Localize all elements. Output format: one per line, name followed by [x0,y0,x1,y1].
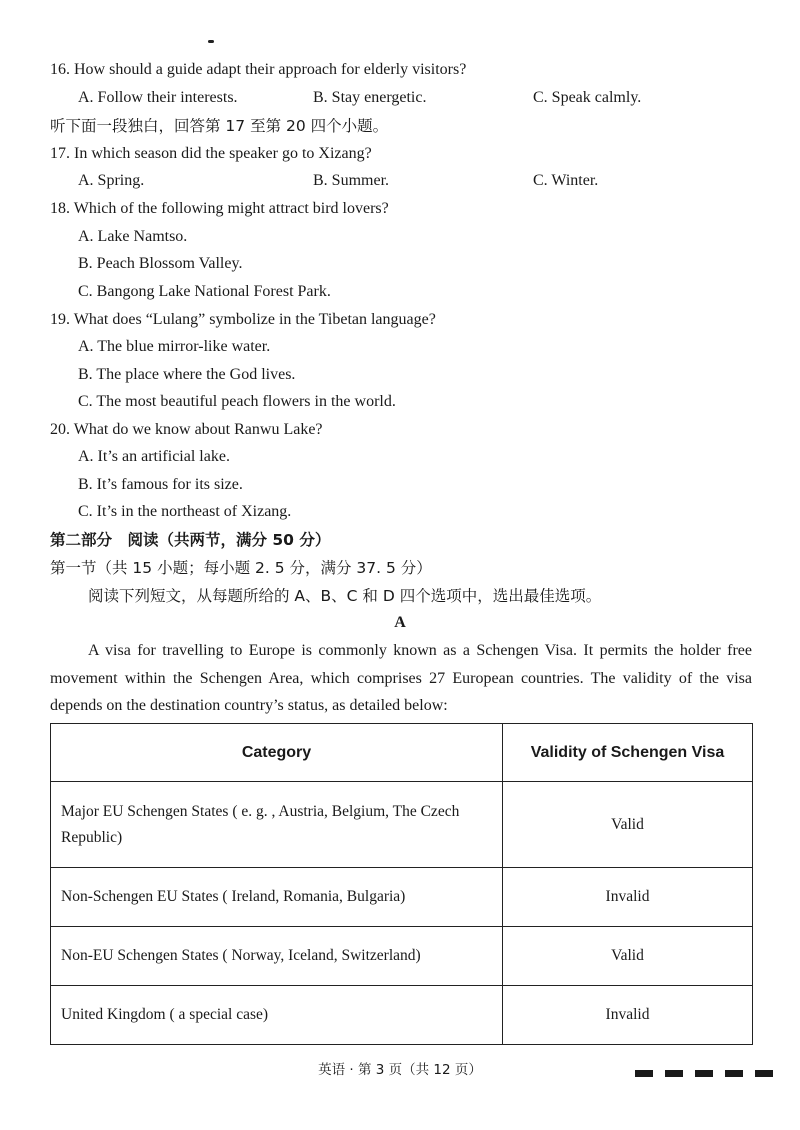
table-row [51,927,753,986]
q17-option-c: C. Winter. [533,172,599,189]
scan-marks [635,1064,773,1082]
section1-heading: 第一节（共 15 小题；每小题 2. 5 分，满分 37. 5 分） [50,559,432,577]
scan-speck [208,40,214,43]
page-footer: 英语 · 第 3 页（共 12 页） [318,1062,482,1078]
q19-option-c: C. The most beautiful peach flowers in the world. [78,393,396,410]
question-19: 19. What does “Lulang” symbolize in the Tibetan language? [50,311,436,328]
row-validity: Invalid [503,868,753,927]
scan-mark [755,1070,773,1077]
scan-mark [665,1070,683,1077]
header-category: Category [51,724,503,782]
q17-option-b: B. Summer. [313,172,390,189]
q19-option-a: A. The blue mirror-like water. [78,338,271,355]
q18-option-a: A. Lake Namtso. [78,228,188,245]
part2-heading: 第二部分 阅读（共两节，满分 50 分） [50,531,331,549]
question-20: 20. What do we know about Ranwu Lake? [50,421,323,438]
table-row [51,782,753,868]
row-validity: Valid [503,927,753,986]
q19-option-b: B. The place where the God lives. [78,366,296,383]
scan-mark [635,1070,653,1077]
q17-option-a: A. Spring. [78,172,145,189]
scan-mark [725,1070,743,1077]
q20-option-b: B. It’s famous for its size. [78,476,243,493]
table-header-row [51,724,753,782]
header-validity: Validity of Schengen Visa [503,724,753,782]
visa-validity-table [50,723,753,1045]
table-row [51,868,753,927]
q18-option-b: B. Peach Blossom Valley. [78,255,243,272]
passage-label: A [394,614,406,631]
q16-option-c: C. Speak calmly. [533,89,642,106]
q16-option-a: A. Follow their interests. [78,89,238,106]
row-category: Non-EU Schengen States ( Norway, Iceland, Switzerland) [51,927,503,986]
row-validity: Invalid [503,986,753,1045]
table-row [51,986,753,1045]
q18-option-c: C. Bangong Lake National Forest Park. [78,283,331,300]
passage-intro: A visa for travelling to Europe is commonly known as a Schengen Visa. It permits the holder free movement within the Schengen Area, which comprises 27 European countries. The validity of the visa depends on the destination country’s status, as detailed below: [50,642,752,714]
row-category: Non-Schengen EU States ( Ireland, Romania, Bulgaria) [51,868,503,927]
row-category: United Kingdom ( a special case) [51,986,503,1045]
question-16: 16. How should a guide adapt their approach for elderly visitors? [50,61,467,78]
scan-mark [695,1070,713,1077]
q16-option-b: B. Stay energetic. [313,89,427,106]
row-validity: Valid [503,782,753,868]
q20-option-c: C. It’s in the northeast of Xizang. [78,503,292,520]
question-18: 18. Which of the following might attract bird lovers? [50,200,389,217]
monologue-instruction: 听下面一段独白，回答第 17 至第 20 四个小题。 [50,117,389,135]
question-17: 17. In which season did the speaker go to Xizang? [50,145,372,162]
row-category: Major EU Schengen States ( e. g. , Austria, Belgium, The Czech Republic) [51,782,503,868]
q20-option-a: A. It’s an artificial lake. [78,448,230,465]
reading-instruction: 阅读下列短文，从每题所给的 A、B、C 和 D 四个选项中，选出最佳选项。 [88,587,602,605]
